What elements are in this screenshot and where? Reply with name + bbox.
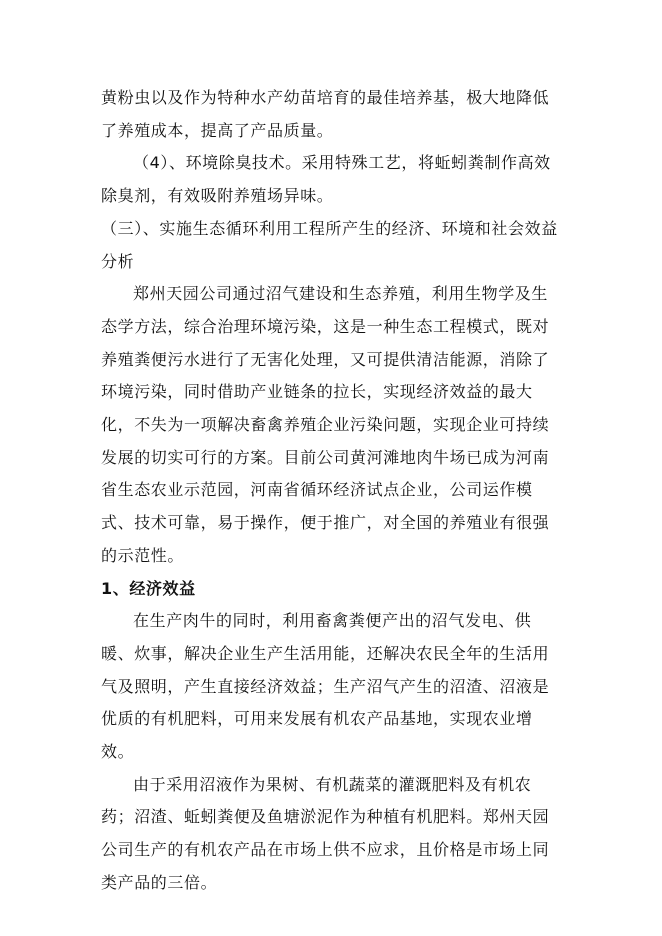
section-heading-benefit-analysis: （三）、实施生态循环利用工程所产生的经济、环境和社会效益分析 (101, 218, 558, 271)
paragraph-biogas-energy-use: 在生产肉牛的同时，利用畜禽粪便产出的沼气发电、供暖、炊事，解决企业生产生活用能，还解决农民全年的生活用气及照明，产生直接经济效益；生产沼气产生的沼渣、沼液是优质的有机肥料，可用来发展有机农产品基地，实现农业增效。 (101, 611, 550, 762)
document-body (101, 82, 563, 900)
paragraph-deodorization-technology: （4）、环境除臭技术。采用特殊工艺，将蚯蚓粪制作高效除臭剂，有效吸附养殖场异味。 (101, 153, 551, 206)
paragraph-culture-medium-end: 黄粉虫以及作为特种水产幼苗培育的最佳培养基，极大地降低了养殖成本，提高了产品质量。 (101, 88, 550, 140)
subheading-economic-benefit: 1、经济效益 (101, 578, 196, 598)
paragraph-organic-products-market: 由于采用沼液作为果树、有机蔬菜的灌溉肥料及有机农药；沼渣、蚯蚓粪便及鱼塘淤泥作为种植有机肥料。郑州天园公司生产的有机农产品在市场上供不应求，且价格是市场上同类产品的三倍。 (101, 774, 550, 892)
paragraph-ecological-engineering-model: 郑州天园公司通过沼气建设和生态养殖，利用生物学及生态学方法，综合治理环境污染，这是一种生态工程模式，既对养殖粪便污水进行了无害化处理，又可提供清洁能源，消除了环境污染，同时借助产业链条的拉长，实现经济效益的最大化，不失为一项解决畜禽养殖企业污染问题，实现企业可持续发展的切实可行的方案。目前公司黄河滩地肉牛场已成为河南省生态农业示范园，河南省循环经济试点企业，公司运作模式、技术可靠，易于操作，便于推广，对全国的养殖业有很强的示范性。 (101, 284, 550, 565)
